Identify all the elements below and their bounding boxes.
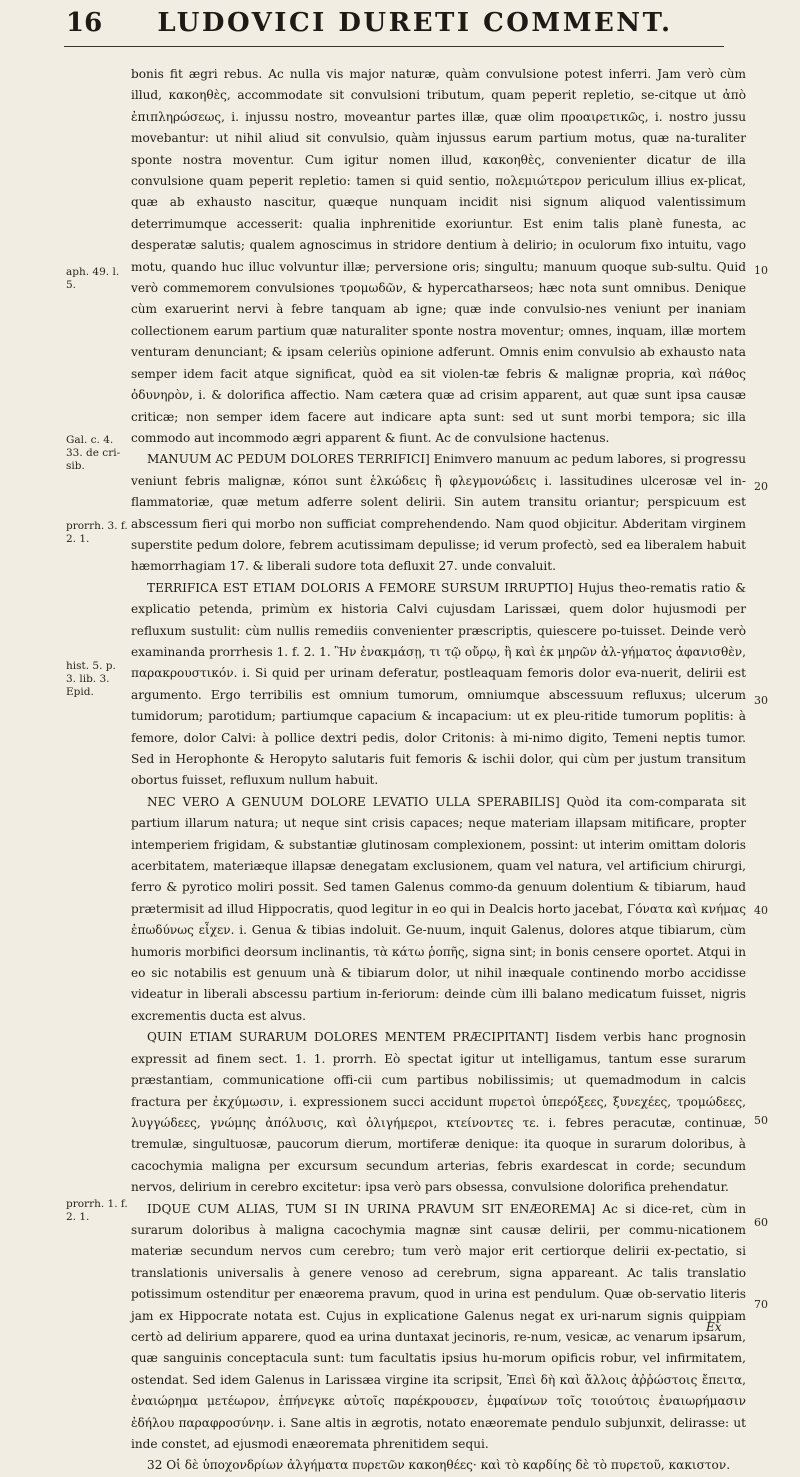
line-number: 10 xyxy=(754,264,768,277)
header-rule xyxy=(64,46,724,47)
commentary-body xyxy=(131,64,746,1477)
running-head: LUDOVICI DURETI COMMENT. xyxy=(157,8,673,38)
margin-note-gal: Gal. c. 4. 33. de cri-sib. xyxy=(66,434,121,472)
line-number: 40 xyxy=(754,904,768,917)
line-number: 30 xyxy=(754,694,768,707)
margin-note-aph: aph. 49. l. 5. xyxy=(66,266,120,291)
paragraph-aphorism-32: 32 Οἱ δὲ ὑποχονδρίων ἀλγήματα πυρετῶν κακοηθέες· καὶ τὸ καρδίης δὲ τὸ πυρετοῦ, κακιστον. xyxy=(147,1458,731,1473)
line-number: 60 xyxy=(754,1216,768,1229)
paragraph-genuum: NEC VERO A GENUUM DOLORE LEVATIO ULLA SPERABILIS] Quòd ita com-comparata sit partium illarum natura; ut neque sint crisis capaces; neque materiam illapsam mitificare, propter intemperiem frigidam, & substantiæ glutinosam complexionem, possint: ut interim omittam doloris acerbitatem, materiæque illapsæ denegatam exclusionem, quam vel natura, vel artificium chirurgi, ferro & pyrotico moliri possit. Sed tamen Galenus commo-da genuum dolentium & tibiarum, haud prætermisit ad illud Hippocratis, quod legitur in eo qui in Dealcis horto jacebat, Γόνατα καὶ κνήμας ἐπωδύνως εἶχεν. i. Genua & tibias indoluit. Ge-nuum, inquit Galenus, dolores atque tibiarum, cùm humoris morbifici deorsum inclinantis, τὰ κάτω ῥοπῆς, signa sint; in bonis censere oportet. Atqui in eo sic notabilis est genuum unà & tibiarum dolor, ut nihil inæquale continendo morbo accidisse videatur in liberali abscessu partium in-feriorum: deinde cùm illi balano medicatum fuisset, nigris excrementis ducta est alvus. xyxy=(131,794,746,1023)
paragraph-manuum-pedum: MANUUM AC PEDUM DOLORES TERRIFICI] Enimvero manuum ac pedum labores, si progressu veniunt febris malignæ, κόποι sunt ἑλκώδεις ἢ φλεγμονώδεις i. lassitudines ulcerosæ vel in-flammatoriæ, quæ metum adferre solent delirii. Sin autem transitu oriantur; perspicuum est abscessum fieri qui morbo non sufficiat comprehendendo. Nam quod objicitur. Abderitam virginem superstite pedum dolore, febrem acutissimam depulisse; id verum profectò, sed ea liberalem habuit hæmorrhagiam 17. & liberali sudore tota defluxit 27. unde convaluit. xyxy=(131,452,746,574)
margin-note-hist: hist. 5. p. 3. lib. 3. Epid. xyxy=(66,660,116,698)
catchword: Ex xyxy=(706,1320,722,1334)
paragraph-urina: IDQUE CUM ALIAS, TUM SI IN URINA PRAVUM SIT ENÆOREMA] Ac si dice-ret, cùm in surarum doloribus à maligna cacochymia magnæ sint causæ delirii, per commu-nicationem materiæ secundum nervos cum cerebro; tum verò major erit certiorque delirii ex-pectatio, si translationis universalis à genere venoso ad cerebrum, signa appareant. Ac talis translatio potissimum ostenditur per enæorema pravum, quod in urina est pendulum. Quæ ob-servatio literis jam ex Hippocrate notata est. Cujus in explicatione Galenus negat ex uri-narum signis quippiam certò ad delirium apparere, quod ea urina duntaxat jecinoris, re-num, vesicæ, ac venarum ipsarum, quæ sanguinis conceptacula sunt: tum facultatis ipsius hu-morum opificis robur, vel infirmitatem, ostendat. Sed idem Galenus in Larissæa virgine ita scripsit, Ἐπεὶ δὴ καὶ ἄλλοις ἀῤῥώστοις ἔπειτα, ἐναιώρημα μετέωρον, ἐπήνεγκε αὐτοῖς παρέκρουσεν, ἐμφαίνων τοῖς τοιούτοις ἐναιωρήμασιν ἐδήλου παραφροσύνην. i. Sane altis in ægrotis, notato enæoremate pendulo subjunxit, delirasse: ut inde constet, ad ejusmodi enæoremata phrenitidem sequi. xyxy=(131,1201,746,1451)
margin-note-prorrh-3: prorrh. 3. f. 2. 1. xyxy=(66,520,128,545)
line-number: 50 xyxy=(754,1114,768,1127)
paragraph-convulsion: bonis fit ægri rebus. Ac nulla vis major naturæ, quàm convulsione potest inferri. Jam verò cùm illud, κακοηθὲς, accommodate sit convulsioni tributum, quam peperit repletio, se-citque ut ἀπὸ ἐπιπληρώσεως, i. injussu nostro, moveantur partes illæ, quæ olim προαιρετικῶς, i. nostro jussu movebantur: ut nihil aliud sit convulsio, quàm injussus earum partium motus, quæ na-turaliter sponte nostra moventur. Cum igitur nomen illud, κακοηθὲς, convenienter dicatur de illa convulsione quam peperit repletio: tamen si quid sentio, πολεμιώτερον periculum illius ex-plicat, quæ ab exhausto nascitur, quæque nunquam incidit nisi signum aliquod valentissimum deterrimumque accesserit: qualia inphrenitide exoriuntur. Est enim talis planè funesta, ac desperatæ salutis; qualem agnoscimus in stridore dentium à delirio; in oculorum fixo intuitu, vago motu, quando huc illuc volvuntur illæ; perversione oris; singultu; manuum quoque sub-sultu. Quid verò commemorem convulsiones τρομωδῶν, & hypercatharseos; hæc nota sunt omnibus. Denique cùm exaruerint nervi à febre tanquam ab igne; quæ inde convulsio-nes veniunt per inaniam collectionem earum partium quæ naturaliter sponte nostra moventur; omnes, inquam, illæ mortem venturam denunciant; & ipsam celeriùs opinione adferunt. Omnis enim convulsio ab exhausto nata semper idem facit atque significat, quòd ea sit violen-tæ febris & malignæ propria, καὶ πάθος ὀδυνηρὸν, i. & dolorifica affectio. Nam cætera quæ ad crisim apparent, aut quæ sunt ipsa causæ criticæ; non semper idem facere aut indicare apta sunt: sed ut sunt morbi tempora; sic illa commodo aut incommodo ægri apparent & fiunt. Ac de convulsione hactenus. xyxy=(131,67,746,445)
line-number: 20 xyxy=(754,480,768,493)
page-header xyxy=(0,8,800,50)
line-number: 70 xyxy=(754,1298,768,1311)
paragraph-femore: TERRIFICA EST ETIAM DOLORIS A FEMORE SURSUM IRRUPTIO] Hujus theo-rematis ratio & explicatio petenda, primùm ex historia Calvi cujusdam Larissæi, quem dolor hujusmodi per refluxum sustulit: cùm nullis remediis convenienter præscriptis, quiescere po-tuisset. Deinde verò examinanda prorrhesis 1. f. 2. 1. Ἢν ἐνακμάσῃ, τι τῷ οὔρῳ, ἢ καὶ ἐκ μηρῶν ἀλ-γήματος ἀφανισθὲν, παρακρουστικόν. i. Si quid per urinam deferatur, postleaquam femoris dolor eva-nuerit, delirii est argumento. Ergo terribilis est omnium tumorum, omniumque abscessuum refluxus; ulcerum tumidorum; parotidum; partiumque capacium & incapacium: ut ex pleu-ritide tumorum poplitis: à femore, dolor Calvi: à pollice dextri pedis, dolor Critonis: à mi-nimo digito, Temeni neptis tumor. Sed in Herophonte & Heropyto salutaris fuit femoris & ischii dolor, qui cùm per justum transitum obortus fuisset, refluxum nullum habuit. xyxy=(131,580,746,788)
margin-note-prorrh-1: prorrh. 1. f. 2. 1. xyxy=(66,1198,128,1223)
paragraph-surarum: QUIN ETIAM SURARUM DOLORES MENTEM PRÆCIPITANT] Iisdem verbis hanc prognosin expressit ad finem sect. 1. 1. prorrh. Eò spectat igitur ut intelligamus, tantum esse surarum præstantiam, communicatione offi-cii cum partibus nobilissimis; ut quemadmodum in calcis fractura per ἐκχύμωσιν, i. expressionem succi accidunt πυρετοὶ ὑπερόξεες, ξυνεχέες, τρομώδεες, λυγγώδεες, γνώμης ἀπόλυσις, καὶ ὀλιγήμεροι, κτείνοντες τε. i. febres peracutæ, continuæ, tremulæ, singultuosæ, paucorum dierum, mortiferæ denique: ita quoque in surarum doloribus, à cacochymia maligna per excursum secundum arterias, febris exardescat in corde; secundum nervos, delirium in cerebro excitetur: ipsa verò pars obsessa, convulsione dolorifica prehendatur. xyxy=(131,1030,746,1195)
folio-number: 16 xyxy=(66,8,103,38)
